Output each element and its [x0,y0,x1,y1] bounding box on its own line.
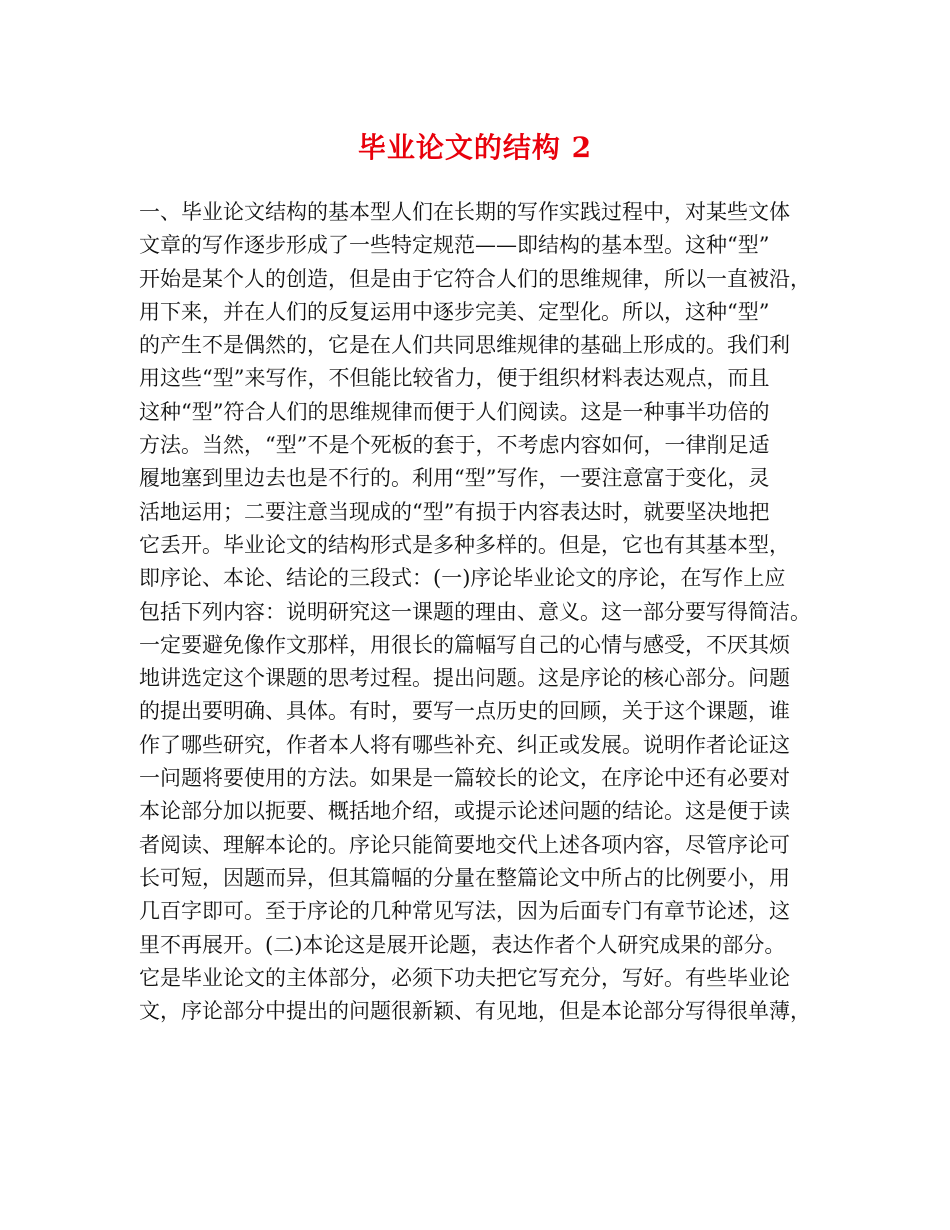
text-line: 的提出要明确、具体。有时，要写一点历史的回顾，关于这个课题，谁 [139,699,790,724]
text-line: 一问题将要使用的方法。如果是一篇较长的论文，在序论中还有必要对 [139,766,790,791]
text-line: 用下来，并在人们的反复运用中逐步完美、定型化。所以，这种“型” [139,299,770,324]
text-line: 它丢开。毕业论文的结构形式是多种多样的。但是，它也有其基本型， [139,532,790,557]
text-line: 的产生不是偶然的，它是在人们共同思维规律的基础上形成的。我们利 [139,333,790,358]
text-line: 方法。当然，“型”不是个死板的套于，不考虑内容如何，一律削足适 [139,433,770,458]
text-line: 它是毕业论文的主体部分，必须下功夫把它写充分，写好。有些毕业论 [139,965,790,990]
text-line: 地讲选定这个课题的思考过程。提出问题。这是序论的核心部分。问题 [139,666,790,691]
text-line: 一定要避免像作文那样，用很长的篇幅写自己的心情与感受，不厌其烦 [139,632,790,657]
text-line: 一、毕业论文结构的基本型人们在长期的写作实践过程中，对某些文体 [139,200,790,224]
text-line: 活地运用；二要注意当现成的“型”有损于内容表达时，就要坚决地把 [139,499,770,524]
text-line: 本论部分加以扼要、概括地介绍，或提示论述问题的结论。这是便于读 [139,799,790,824]
text-line: 作了哪些研究，作者本人将有哪些补充、纠正或发展。说明作者论证这 [139,732,790,757]
text-line: 里不再展开。(二)本论这是展开论题，表达作者个人研究成果的部分。 [139,932,786,957]
text-line: 用这些“型”来写作，不但能比较省力，便于组织材料表达观点，而且 [139,366,770,391]
text-line: 履地塞到里边去也是不行的。利用“型”写作，一要注意富于变化，灵 [139,466,770,491]
text-line: 文章的写作逐步形成了一些特定规范——即结构的基本型。这种“型” [139,233,770,258]
text-line: 这种“型”符合人们的思维规律而便于人们阅读。这是一种事半功倍的 [139,399,770,424]
page-title: 毕业论文的结构 2 [357,131,593,164]
text-line: 即序论、本论、结论的三段式：(一)序论毕业论文的序论，在写作上应 [139,566,786,591]
text-line: 开始是某个人的创造，但是由于它符合人们的思维规律，所以一直被沿， [139,266,811,291]
text-line: 包括下列内容：说明研究这一课题的理由、意义。这一部分要写得简洁。 [139,599,811,624]
text-line: 长可短，因题而异，但其篇幅的分量在整篇论文中所占的比例要小，用 [139,865,790,890]
body-paragraph [139,196,819,1028]
text-line: 者阅读、理解本论的。序论只能简要地交代上述各项内容，尽管序论可 [139,832,790,857]
text-line: 文，序论部分中提出的问题很新颖、有见地，但是本论部分写得很单薄， [139,999,811,1024]
text-line: 几百字即可。至于序论的几种常见写法，因为后面专门有章节论述，这 [139,899,790,924]
